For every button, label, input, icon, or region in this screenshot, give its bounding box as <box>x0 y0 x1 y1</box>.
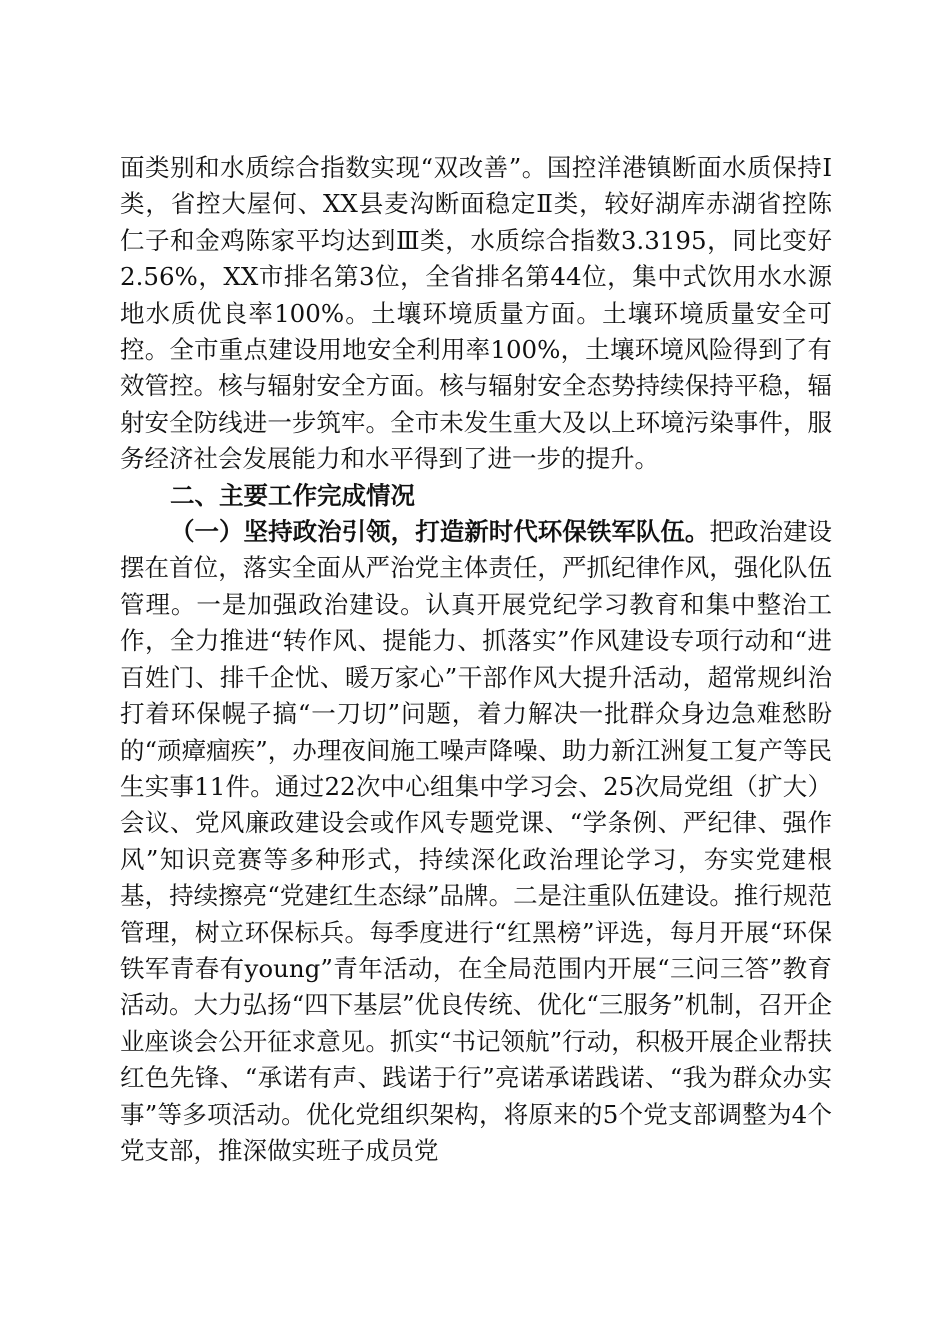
document-body <box>120 150 832 1169</box>
paragraph-environment-quality: 面类别和水质综合指数实现“双改善”。国控洋港镇断面水质保持Ⅰ类，省控大屋何、XX县麦沟断面稳定Ⅱ类，较好湖库赤湖省控陈仁子和金鸡陈家平均达到Ⅲ类，水质综合指数3.3195，同比变好2.56%，XX市排名第3位，全省排名第44位，集中式饮用水水源地水质优良率100%。土壤环境质量方面。土壤环境质量安全可控。全市重点建设用地安全利用率100%，土壤环境风险得到了有效管控。核与辐射安全方面。核与辐射安全态势持续保持平稳，辐射安全防线进一步筑牢。全市未发生重大及以上环境污染事件，服务经济社会发展能力和水平得到了进一步的提升。 <box>120 153 832 474</box>
subsection-body: 把政治建设摆在首位，落实全面从严治党主体责任，严抓纪律作风，强化队伍管理。一是加强政治建设。认真开展党纪学习教育和集中整治工作，全力推进“转作风、提能力、抓落实”作风建设专项行动和“进百姓门、排千企忧、暖万家心”干部作风大提升活动，超常规纠治打着环保幌子搞“一刀切”问题，着力解决一批群众身边急难愁盼的“顽瘴痼疾”，办理夜间施工噪声降噪、助力新江洲复工复产等民生实事11件。通过22次中心组集中学习会、25次局党组（扩大）会议、党风廉政建设会或作风专题党课、“学条例、严纪律、强作风”知识竞赛等多种形式，持续深化政治理论学习，夯实党建根基，持续擦亮“党建红生态绿”品牌。二是注重队伍建设。推行规范管理，树立环保标兵。每季度进行“红黑榜”评选，每月开展“环保铁军青春有young”青年活动，在全局范围内开展“三问三答”教育活动。大力弘扬“四下基层”优良传统、优化“三服务”机制，召开企业座谈会公开征求意见。抓实“书记领航”行动，积极开展企业帮扶红色先锋、“承诺有声、践诺于行”亮诺承诺践诺、“我为群众办实事”等多项活动。优化党组织架构，将原来的5个党支部调整为4个党支部，推深做实班子成员党 <box>120 517 832 1165</box>
subsection-lead: （一）坚持政治引领，打造新时代环保铁军队伍。 <box>170 517 710 547</box>
section-heading: 二、主要工作完成情况 <box>170 480 415 510</box>
paragraph-political-leadership <box>120 514 832 1169</box>
